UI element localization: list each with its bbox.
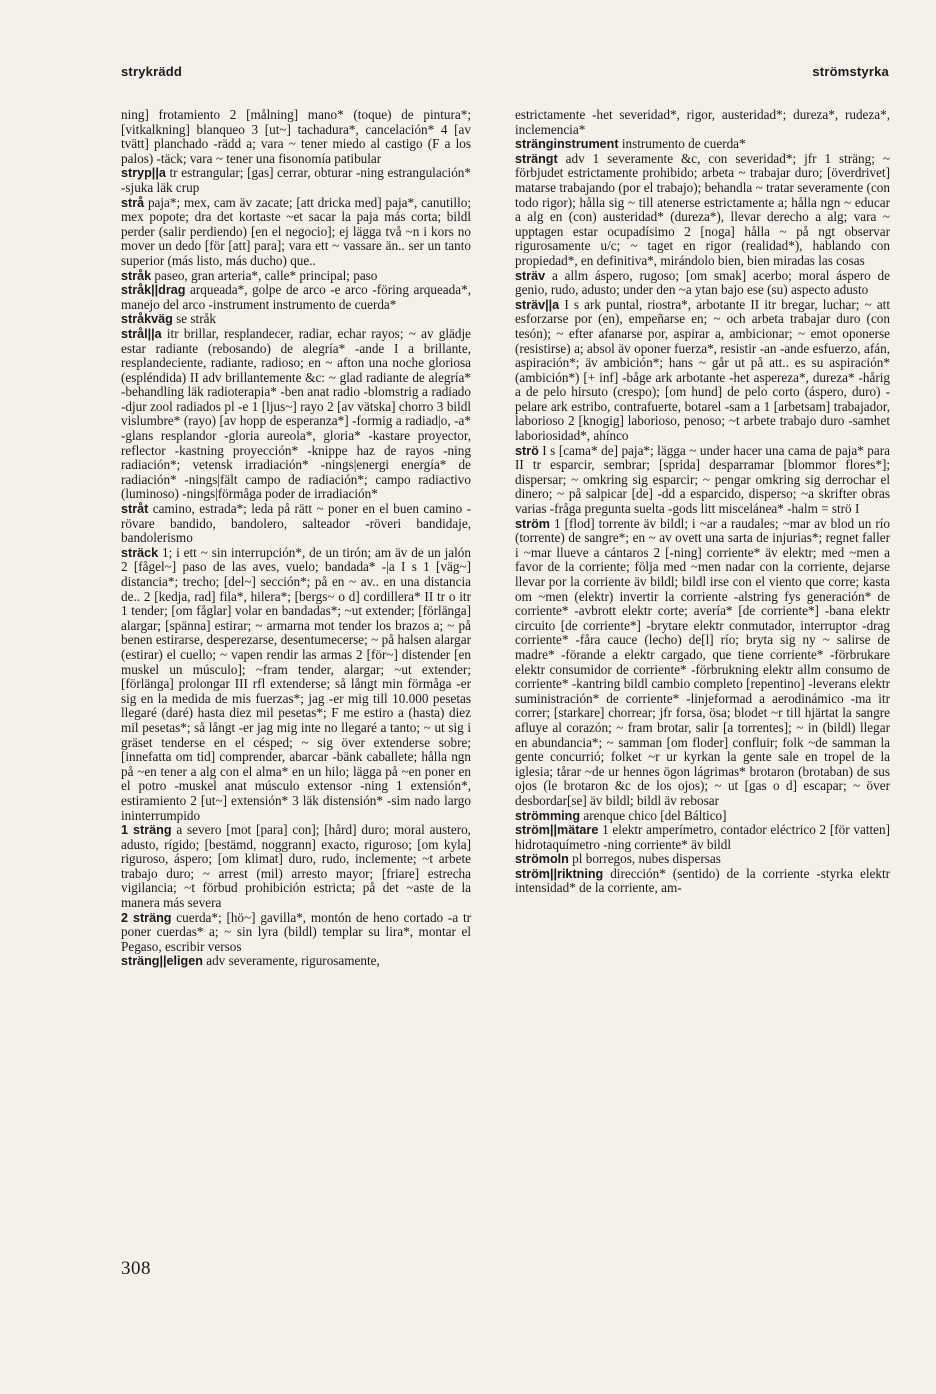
headword: 2 sträng bbox=[121, 910, 172, 925]
dictionary-entry bbox=[121, 502, 471, 546]
dictionary-entry bbox=[515, 269, 890, 298]
definition-text: camino, estrada*; leda på rätt ~ poner en el buen camino -rövare bandido, bandolero, salteador -röveri bandidaje, bandolerismo bbox=[121, 501, 471, 546]
definition-text: estrictamente -het severidad*, rigor, austeridad*; dureza*, rudeza*, inclemencia* bbox=[515, 108, 890, 137]
definition-text: itr brillar, resplandecer, radiar, echar rayos; ~ av glädje estar radiante (rebosando) de alegría* -ande I a brillante, resplandeciente, radiante, radioso; en ~ afton una noche gloriosa (espléndida) II adv brillantemente &c: ~ glad radiante de alegría* -behandling läk radioterapia* -ben anat radio -blomstrig a radiado -djur zool radiados pl -e 1 [ljus~] rayo 2 [av vätska] chorro 3 bildl vislumbre* (rayo) [av hopp de esperanza*] -formig a radiad|o, -a* -glans resplandor -gloria aureola*, gloria* -kastare proyector, reflector -kastning proyección* -knippe haz de rayos -ning radiación*; vetensk irradiación* -nings|energi energía* de radiación* -nings|fält campo de radiación*; campo radiactivo (luminoso) -nings|förmåga poder de irradiación* bbox=[121, 325, 471, 502]
dictionary-entry bbox=[121, 196, 471, 269]
definition-text: I s ark puntal, riostra*, arbotante II itr bregar, luchar; ~ att esforzarse por (en), empeñarse en; ~ och arbeta trabajar duro (con tesón); ~ efter afanarse por, aspirar a, ambicionar; ~ emot oponerse (resistirse) a; absol äv oponer fuerza*, resistir -an -ande esfuerzo, afán, aspiración*; äv ambición*; hans ~ går ut på att.. es su aspiración* (ambición*) [+ inf] -båge ark arbotante -het aspereza*, dureza* -hårig a de pelo hirsuto (crespo); [om hund] de pelo corto (áspero, duro) -pelare ark estribo, contrafuerte, botarel -sam a 1 [arbetsam] trabajador, laborioso 2 [knogig] laborioso, penoso; ~t arbete trabajo duro -samhet laboriosidad*, ahínco bbox=[515, 296, 890, 444]
headword: strål||a bbox=[121, 326, 162, 341]
headword: strömoln bbox=[515, 852, 569, 867]
dictionary-entry bbox=[121, 327, 471, 502]
dictionary-entry bbox=[515, 852, 890, 867]
definition-text: cuerda*; [hö~] gavilla*, montón de heno cortado -a tr poner cuerdas* a; ~ sin lyra (bildl) templar su lira*, montar el Pegaso, escribir versos bbox=[121, 909, 471, 954]
definition-text: se stråk bbox=[172, 311, 217, 327]
headword: stråkväg bbox=[121, 312, 173, 327]
dictionary-entry bbox=[121, 546, 471, 823]
definition-text: pl borregos, nubes dispersas bbox=[568, 851, 721, 867]
definition-text: instrumento de cuerda* bbox=[618, 136, 746, 152]
headword: ström bbox=[515, 516, 550, 531]
dictionary-entry bbox=[515, 298, 890, 444]
definition-text: adv severamente, rigurosamente, bbox=[202, 953, 380, 969]
headword: stryp||a bbox=[121, 166, 166, 181]
dictionary-entry bbox=[515, 867, 890, 896]
headword: 1 sträng bbox=[121, 823, 172, 838]
definition-text: 1 elektr amperímetro, contador eléctrico 2 [för vatten] hidrotaquímetro -ning corriente* äv bildl bbox=[515, 822, 890, 852]
dictionary-entry bbox=[515, 444, 890, 517]
headword: ström||riktning bbox=[515, 866, 604, 881]
dictionary-entry bbox=[121, 108, 471, 166]
headword: stråk||drag bbox=[121, 283, 186, 298]
dictionary-entry bbox=[121, 312, 471, 327]
dictionary-entry bbox=[515, 823, 890, 852]
running-head-right: strömstyrka bbox=[812, 64, 889, 79]
definition-text: 1 [flod] torrente äv bildl; i ~ar a raudales; ~mar av blod un río (torrente) de sangre*; en ~ av ovett una sarta de injurias*; regnet faller i ~mar llueve a cántaros 2 [-ning] corriente* äv elektr; med ~men a favor de la corriente; följa med ~men nadar con la corriente, dejarse llevar por la corriente äv bildl; bildl irse con el viento que corre; kasta om ~men (elektr) invertir la corriente -alstring fys generación* de corriente* -avbrott elektr corte; avería* [de corriente*] -bana elektr circuito [de corriente*] -brytare elektr conmutador, interruptor -drag corriente* -fåra cauce (lecho) de[l] río; bryta sig ny ~ salirse de madre* -förande a elektr cargado, que tiene corriente* -förbrukare elektr consumidor de corriente* -förbrukning elektr allm consumo de corriente* -kantring bildl cambio completo [repentino] -leverans elektr suministración* de corriente* -linjeformad a aerodinámico -ma itr correr; [starkare] chorrear; jfr forsa, ösa; blodet ~r till hjärtat la sangre afluye al corazón; ~ fram brotar, salir [a torrentes]; ~ in (bildl) llegar en abundancia*; ~ samman [om floder] confluir; folk ~de samman la gente concurrió; folket ~r ur kyrkan la gente sale en tropel de la iglesia; tårar ~de ur hennes ögon lágrimas* brotaron (brotaban) de sus ojos (le brotaron &c de los ojos); ~ ut [gas o d] escapar; ~ över desbordar[se] äv bildl; bildl äv rebosar bbox=[515, 515, 890, 808]
dictionary-entry bbox=[121, 283, 471, 312]
headword: ström||mätare bbox=[515, 823, 599, 838]
dictionary-entry bbox=[515, 809, 890, 824]
dictionary-entry bbox=[121, 269, 471, 284]
dictionary-entry bbox=[515, 108, 890, 137]
definition-text: I s [cama* de] paja*; lägga ~ under hacer una cama de paja* para II tr esparcir, sembrar; [sprida] desparramar [blommor flores*]; dispersar; ~ omkring sig esparcir; ~ pengar omkring sig derrochar el dinero; ~ på salpicar [de] -dd a esparcido, disperso; ~a skrifter obras varias -fråga pregunta suelta -gods litt miscelánea* -halm = strö I bbox=[515, 442, 890, 517]
headword: strömming bbox=[515, 808, 581, 823]
headword: stråk bbox=[121, 268, 152, 283]
headword: stränginstrument bbox=[515, 137, 619, 152]
definition-text: arqueada*, golpe de arco -e arco -föring arqueada*, manejo del arco -instrument instrumento de cuerda* bbox=[121, 282, 471, 312]
definition-text: adv 1 severamente &c, con severidad*; jfr 1 sträng; ~ förbjudet estrictamente prohibido; arbeta ~ trabajar duro; [överdrivet] matarse trabajando (por el trabajo); behandla ~ tratar severamente (con todo rigor); hålla sig ~ till atenerse estrictamente a; hålla ngn ~ educar a alg en (con) austeridad* (dureza*), llevar derecho a alg; vara ~ upptagen estar ocupadísimo 2 [noga] hålla ~ på ngt observar rigurosamente u/c; ~ taget en rigor (realidad*), hablando con propiedad*, en definitiva*, mirándolo bien, bien miradas las cosas bbox=[515, 150, 890, 268]
headword: sträv||a bbox=[515, 297, 560, 312]
definition-text: dirección* (sentido) de la corriente -styrka elektr intensidad* de la corriente, am- bbox=[515, 865, 890, 896]
headword: strö bbox=[515, 443, 539, 458]
definition-text: 1; i ett ~ sin interrupción*, de un tirón; am äv de un jalón 2 [fågel~] paso de las aves, vuelo; bandada* -|a I s 1 [väg~] distancia*; trecho; [del~] sección*; på en ~ av.. en una distancia de.. 2 [kedja, rad] fila*, hilera*; [bergs~ o d] cordillera* II tr o itr 1 tender; [om fåglar] volar en bandadas*; ~ut extender; [förlänga] alargar; [spänna] estirar; ~ armarna mot tender los brazos a; ~ på benen estirarse, desperezarse, desentumecerse; ~ på halsen alargar (estirar) el cuello; ~ vapen rendir las armas 2 [för~] distender [en muskel un músculo]; ~fram tender, alargar; ~ut extender; [förlänga] prolongar III rfl extenderse; så långt min förmåga -er sig en la medida de mis fuerzas*; jag -er mig till 10.000 pesetas llegaré (daré) hasta diez mil pesetas*; F me estiro a (hasta) diez mil pesetas*; så långt -er jag mig inte no llegaré a tanto; ~ ut sig i gräset tenderse en el césped; ~ sig över extenderse sobre; [innefatta om tid] comprender, abarcar -bänk caballete; hålla ngn på ~en tener a alg con el alma* en un hilo; lägga på ~en poner en el potro -muskel anat músculo extensor -ning 1 extensión*, estiramiento 2 [ut~] extensión* 3 läk distensión* -sim nado largo ininterrumpido bbox=[121, 544, 471, 823]
definition-text: paja*; mex, cam äv zacate; [att dricka med] paja*, canutillo; mex popote; dra det kortaste ~et sacar la paja más corta; bildl perder (salir perdiendo) [en el negocio]; ej lägga två ~n i kors no mover un dedo [för [att] para]; vara ett ~ vassare än.. ser un tanto superior (más listo, más ducho) que.. bbox=[121, 194, 471, 268]
dictionary-entry bbox=[515, 517, 890, 809]
definition-text: a severo [mot [para] con]; [hård] duro; moral austero, adusto, rígido; [bestämd, noggrann] exacto, riguroso; [om kyla] riguroso, áspero; [om klimat] duro, rudo, inclemente; ~t arbete trabajo duro; ~ arrest (mil) arresto mayor; [friare] estrecha vigilancia; ~t förbud prohibición estricta; på det ~aste de la manera más severa bbox=[121, 822, 471, 911]
dictionary-entry bbox=[515, 152, 890, 269]
headword: sträv bbox=[515, 268, 546, 283]
headword: sträck bbox=[121, 545, 159, 560]
headword: strå bbox=[121, 195, 145, 210]
headword: sträng||eligen bbox=[121, 954, 203, 969]
headword: strängt bbox=[515, 151, 558, 166]
headword: stråt bbox=[121, 502, 149, 517]
running-head-left: strykrädd bbox=[121, 64, 183, 79]
right-column bbox=[515, 108, 890, 1248]
dictionary-entry bbox=[121, 954, 471, 969]
definition-text: a allm áspero, rugoso; [om smak] acerbo; moral áspero de genio, rudo, adusto; under den ~a ytan bajo ese (su) aspecto adusto bbox=[515, 267, 890, 298]
dictionary-entry bbox=[121, 823, 471, 911]
definition-text: tr estrangular; [gas] cerrar, obturar -ning estrangulación* -sjuka läk crup bbox=[121, 165, 471, 195]
definition-text: ning] frotamiento 2 [målning] mano* (toque) de pintura*; [vitkalkning] blanqueo 3 [ut~] tachadura*, cancelación* 4 [av tvätt] planchado -rädd a; vara ~ tener miedo al castigo (F a los palos) -täck; vara ~ tener una fisonomía patibular bbox=[121, 108, 471, 166]
definition-text: arenque chico [del Báltico] bbox=[580, 807, 727, 823]
dictionary-entry bbox=[121, 166, 471, 195]
left-column bbox=[121, 108, 471, 1248]
dictionary-entry bbox=[515, 137, 890, 152]
dictionary-entry bbox=[121, 911, 471, 955]
definition-text: paseo, gran arteria*, calle* principal; paso bbox=[151, 267, 378, 283]
page-number: 308 bbox=[121, 1258, 151, 1279]
